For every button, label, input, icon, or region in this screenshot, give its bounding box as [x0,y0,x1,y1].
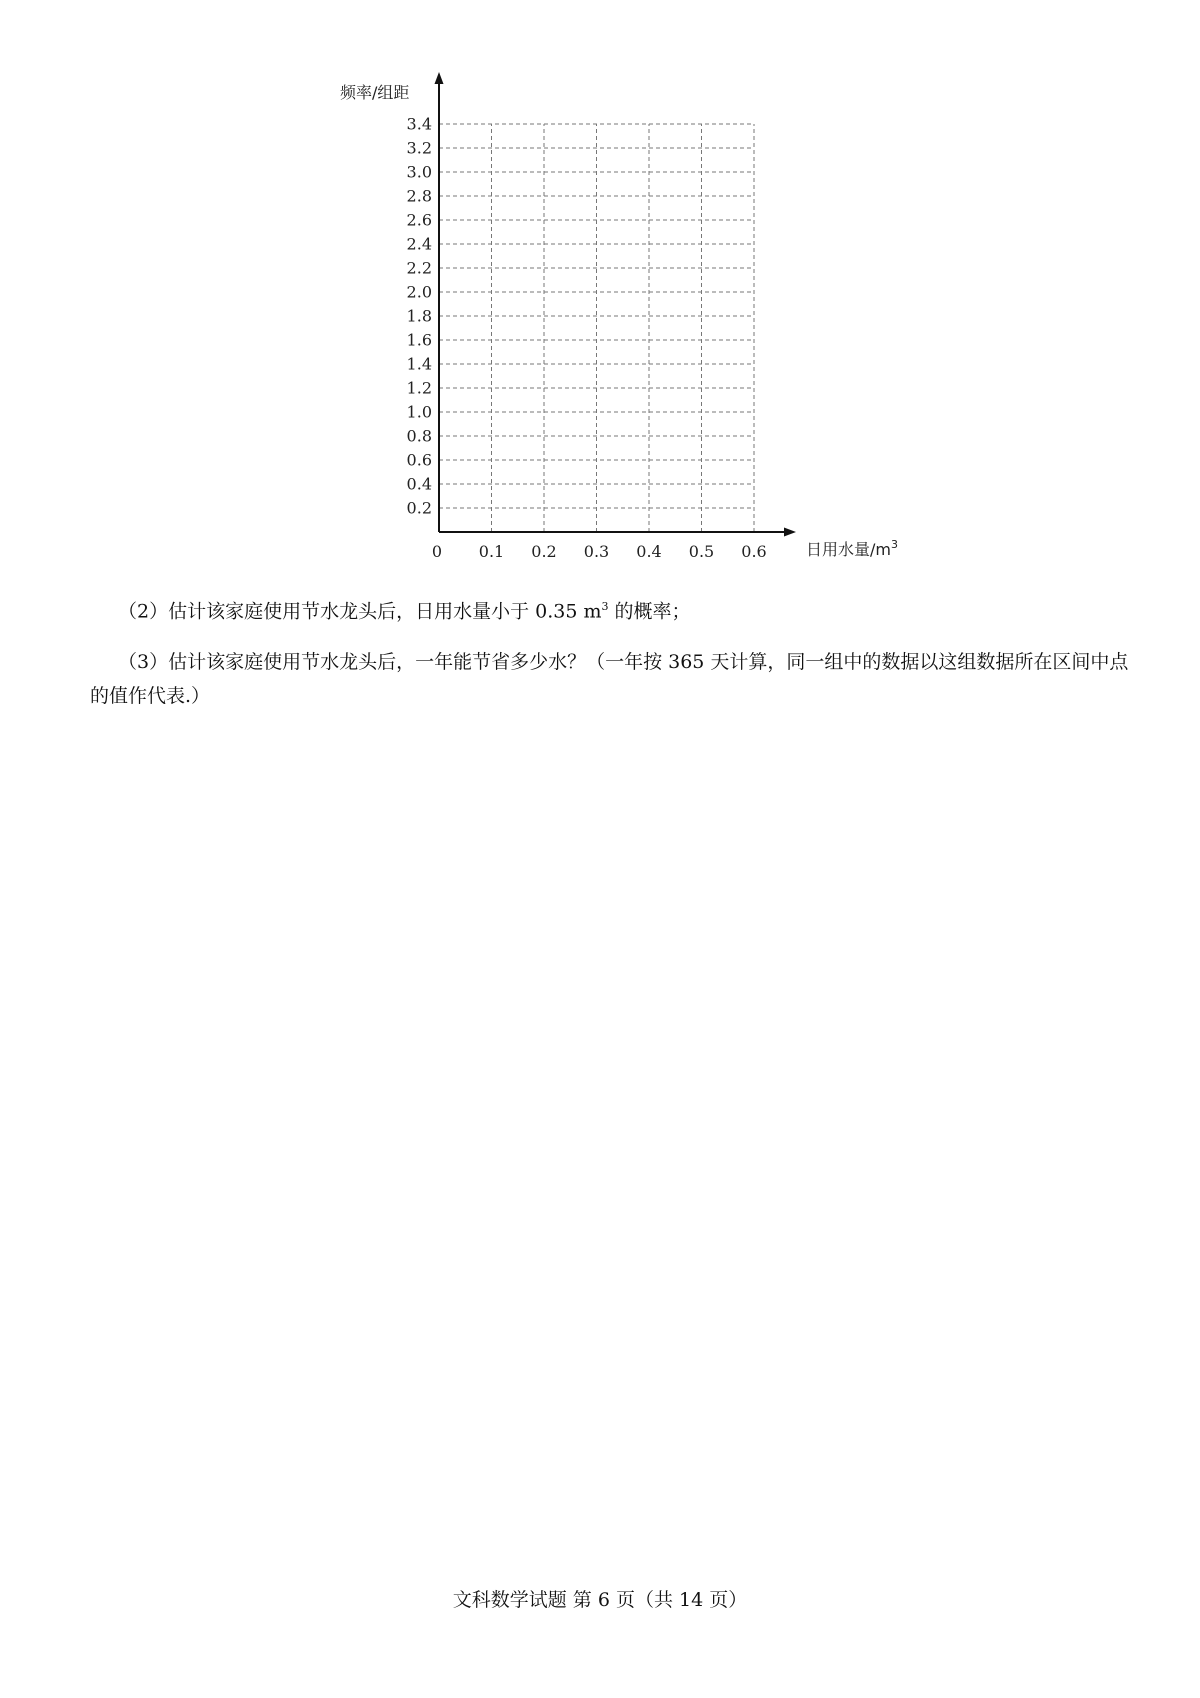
y-tick-label-2.4: 2.4 [406,234,432,254]
y-tick-label-2.0: 2.0 [406,282,432,302]
y-tick-label-2.2: 2.2 [406,258,432,278]
y-tick-label-1.8: 1.8 [406,306,432,326]
axes [435,72,797,537]
question-2-text: （2）估计该家庭使用节水龙头后，日用水量小于 0.35 m [118,600,602,623]
y-tick-label-1.2: 1.2 [406,378,432,398]
y-axis-title: 频率/组距 [340,83,410,102]
question-3 [90,645,1132,713]
x-tick-labels [479,542,767,561]
y-tick-label-0.4: 0.4 [406,474,432,494]
question-2-tail: 的概率； [608,600,691,623]
x-tick-label-0.1: 0.1 [478,542,505,561]
x-tick-label-0.4: 0.4 [636,542,662,561]
question-2-superscript: 3 [601,600,609,613]
grid-lines [439,124,754,532]
y-tick-label-3.2: 3.2 [406,138,432,158]
x-axis-title-main: 日用水量/m [806,540,891,559]
y-tick-label-1.4: 1.4 [406,354,432,374]
y-tick-label-3.0: 3.0 [406,162,432,182]
y-tick-label-0.6: 0.6 [406,450,432,470]
question-2 [118,590,1158,628]
x-tick-label-0.5: 0.5 [688,542,715,561]
x-axis-title [806,538,898,559]
x-axis-arrow [784,528,796,537]
frequency-histogram-grid [0,0,1200,580]
page-footer [0,1585,1200,1612]
origin-label: 0 [431,542,443,561]
question-3-text: （3）估计该家庭使用节水龙头后，一年能节省多少水？（一年按 365 天计算，同一组中的数据以这组数据所在区间中点的值作代表.） [90,651,1129,707]
x-tick-label-0.6: 0.6 [741,542,767,561]
y-tick-label-1.0: 1.0 [406,402,432,422]
y-tick-label-2.8: 2.8 [406,186,432,206]
y-tick-label-1.6: 1.6 [406,330,432,350]
y-tick-label-2.6: 2.6 [406,210,432,230]
x-tick-label-0.2: 0.2 [531,542,557,561]
y-tick-label-0.2: 0.2 [406,498,432,518]
footer-text: 文科数学试题 第 6 页（共 14 页） [452,1589,748,1611]
y-tick-label-0.8: 0.8 [406,426,432,446]
x-tick-label-0.3: 0.3 [583,542,610,561]
y-tick-label-3.4: 3.4 [406,114,432,134]
y-tick-labels [407,115,432,518]
x-axis-title-sup: 3 [890,538,898,551]
y-axis-arrow [435,72,444,84]
